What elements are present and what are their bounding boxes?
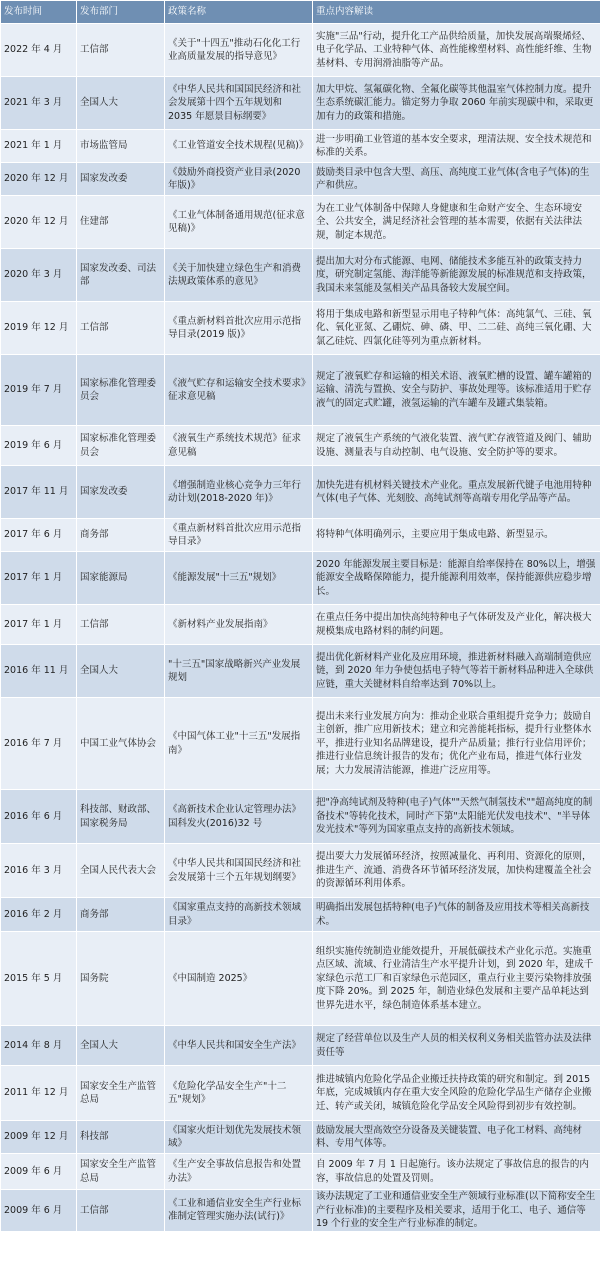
cell-policy: 《中华人民共和国国民经济和社会发展第十四个五年规划和 2035 年愿景目标纲要》 <box>165 77 313 130</box>
table-row <box>1 552 600 605</box>
cell-policy: 《重点新材料首批次应用示范指导目录(2019 版)》 <box>165 302 313 355</box>
table-row <box>1 163 600 196</box>
cell-policy: 《工业气体制备通用规范(征求意见稿)》 <box>165 196 313 249</box>
table-row <box>1 466 600 519</box>
cell-content: 2020 年能源发展主要目标是：能源自给率保持在 80%以上，增强能源安全战略保障能力，提升能源利用效率，保持能源供应稳步增长。 <box>313 552 600 605</box>
header-dept: 发布部门 <box>77 1 165 24</box>
cell-content: 提出加大对分布式能源、电网、储能技术多能互补的政策支持力度，研究制定氢能、海洋能等新能源发展的标准规范和支持政策，我国未来氢能及氢相关产品具备较大发展空间。 <box>313 249 600 302</box>
cell-content: 为在工业气体制备中保障人身健康和生命财产安全、生态环境安全、公共安全，满足经济社会管理的基本需要，依据有关法律法规，制定本规范。 <box>313 196 600 249</box>
cell-policy: 《液氧生产系统技术规范》征求意见稿 <box>165 426 313 466</box>
cell-dept: 全国人大 <box>77 645 165 698</box>
cell-content: 规定了液氧生产系统的气液化装置、液气贮存液管道及阀门、辅助设施、测量表与自动控制、电气设施、安全防护等的要求。 <box>313 426 600 466</box>
header-policy: 政策名称 <box>165 1 313 24</box>
cell-content: 组织实施传统制造业能效提升，开展低碳技术产业化示范。实施重点区域、流域、行业清洁生产水平提升计划，到 2020 年，建成千家绿色示范工厂和百家绿色示范园区，重点行业主要污染物排放强度下降 20%。到 2025 年，制造业绿色发展和主要产品单耗达到世界先进水平，绿色制造体系基本建立。 <box>313 932 600 1026</box>
table-row <box>1 1121 600 1154</box>
cell-content: 加快先进有机材料关键技术产业化。重点发展新代键子电池用特种气体(电子气体、光刻胶、高纯试剂等高端专用化学品等产品。 <box>313 466 600 519</box>
cell-dept: 全国人大 <box>77 1026 165 1066</box>
table-row <box>1 932 600 1026</box>
cell-policy: 《国家重点支持的高新技术领域目录》 <box>165 898 313 932</box>
cell-dept: 科技部 <box>77 1121 165 1154</box>
cell-policy: 《中国制造 2025》 <box>165 932 313 1026</box>
cell-policy: 《关于"十四五"推动石化化工行业高质量发展的指导意见》 <box>165 24 313 77</box>
cell-date: 2017 年 6 月 <box>1 519 77 552</box>
cell-content: 实施"三品"行动，提升化工产品供给质量，加快发展高端聚烯烃、电子化学品、工业特种气体、高性能橡塑材料、高性能纤维、生物基材料、专用润滑油脂等产品。 <box>313 24 600 77</box>
cell-dept: 国家标准化管理委员会 <box>77 355 165 426</box>
cell-dept: 商务部 <box>77 898 165 932</box>
cell-date: 2016 年 2 月 <box>1 898 77 932</box>
cell-date: 2011 年 12 月 <box>1 1066 77 1121</box>
cell-date: 2016 年 7 月 <box>1 698 77 790</box>
cell-policy: 《生产安全事故信息报告和处置办法》 <box>165 1154 313 1190</box>
table-row <box>1 355 600 426</box>
cell-content: 提出未来行业发展方向为：推动企业联合重组提升竞争力；鼓励自主创新，推广应用新技术；建立和完善能耗指标，提升行业整体水平，推进行业知名品牌建设，提升产品质量；推行行业信用评价；推进行业信息统计报告的发布；优化产业布局，推进气体行业发展；大力发展清洁能源，推进广泛应用等。 <box>313 698 600 790</box>
cell-dept: 国家安全生产监管总局 <box>77 1066 165 1121</box>
cell-dept: 市场监管局 <box>77 130 165 163</box>
table-row <box>1 130 600 163</box>
cell-content: 将特种气体明确列示，主要应用于集成电路、新型显示。 <box>313 519 600 552</box>
cell-content: 明确指出发展包括特种(电子)气体的制备及应用技术等相关高新技术。 <box>313 898 600 932</box>
cell-date: 2019 年 12 月 <box>1 302 77 355</box>
cell-policy: 《重点新材料首批次应用示范指导目录》 <box>165 519 313 552</box>
cell-content: 自 2009 年 7 月 1 日起施行。该办法规定了事故信息的报告的内容，事故信息的处置及罚则。 <box>313 1154 600 1190</box>
cell-policy: 《工业管道安全技术规程(见稿)》 <box>165 130 313 163</box>
cell-content: 在重点任务中提出加快高纯特种电子气体研发及产业化，解决极大规模集成电路材料的制约问题。 <box>313 605 600 645</box>
table-row <box>1 698 600 790</box>
cell-date: 2019 年 6 月 <box>1 426 77 466</box>
cell-date: 2009 年 6 月 <box>1 1154 77 1190</box>
cell-dept: 国家发改委、司法部 <box>77 249 165 302</box>
table-row <box>1 844 600 898</box>
cell-policy: 《中华人民共和国安全生产法》 <box>165 1026 313 1066</box>
cell-date: 2021 年 3 月 <box>1 77 77 130</box>
table-row <box>1 302 600 355</box>
cell-date: 2017 年 1 月 <box>1 552 77 605</box>
cell-dept: 住建部 <box>77 196 165 249</box>
table-row <box>1 605 600 645</box>
cell-dept: 国家发改委 <box>77 163 165 196</box>
cell-policy: 《液气贮存和运输安全技术要求》征求意见稿 <box>165 355 313 426</box>
cell-date: 2014 年 8 月 <box>1 1026 77 1066</box>
cell-content: 加大甲烷、氢氟碳化物、全氟化碳等其他温室气体控制力度。提升生态系统碳汇能力。锚定努力争取 2060 年前实现碳中和，采取更加有力的政策和措施。 <box>313 77 600 130</box>
cell-content: 规定了经营单位以及生产人员的相关权利义务相关监管办法及法律责任等 <box>313 1026 600 1066</box>
cell-content: 鼓励发展大型高效空分设备及关键装置、电子化工材料、高纯材料、专用气体等。 <box>313 1121 600 1154</box>
cell-policy: 《关于加快建立绿色生产和消费法规政策体系的意见》 <box>165 249 313 302</box>
cell-policy: 《新材料产业发展指南》 <box>165 605 313 645</box>
cell-date: 2020 年 3 月 <box>1 249 77 302</box>
table-row <box>1 24 600 77</box>
table-header-row <box>1 1 600 24</box>
cell-policy: 《中国气体工业"十三五"发展指南》 <box>165 698 313 790</box>
cell-dept: 商务部 <box>77 519 165 552</box>
cell-date: 2022 年 4 月 <box>1 24 77 77</box>
cell-date: 2009 年 6 月 <box>1 1190 77 1232</box>
table-row <box>1 426 600 466</box>
cell-dept: 国家安全生产监管总局 <box>77 1154 165 1190</box>
cell-content: 提出要大力发展循环经济，按照减量化、再利用、资源化的原则，推进生产、流通、消费各环节循环经济发展，加快构建覆盖全社会的资源循环利用体系。 <box>313 844 600 898</box>
cell-content: 该办法规定了工业和通信业安全生产领域行业标准(以下简称安全生产行业标准)的主要程序及相关要求，适用于化工、电子、通信等 19 个行业的安全生产行业标准的制定。 <box>313 1190 600 1232</box>
table-row <box>1 898 600 932</box>
cell-date: 2021 年 1 月 <box>1 130 77 163</box>
cell-date: 2017 年 1 月 <box>1 605 77 645</box>
cell-date: 2016 年 11 月 <box>1 645 77 698</box>
cell-date: 2017 年 11 月 <box>1 466 77 519</box>
cell-dept: 工信部 <box>77 24 165 77</box>
cell-dept: 工信部 <box>77 1190 165 1232</box>
cell-date: 2009 年 12 月 <box>1 1121 77 1154</box>
table-row <box>1 249 600 302</box>
cell-policy: 《增强制造业核心竞争力三年行动计划(2018-2020 年)》 <box>165 466 313 519</box>
cell-dept: 全国人民代表大会 <box>77 844 165 898</box>
cell-dept: 全国人大 <box>77 77 165 130</box>
cell-date: 2016 年 3 月 <box>1 844 77 898</box>
cell-policy: 《工业和通信业安全生产行业标准制定管理实施办法(试行)》 <box>165 1190 313 1232</box>
table-row <box>1 1066 600 1121</box>
cell-dept: 国家能源局 <box>77 552 165 605</box>
header-date: 发布时间 <box>1 1 77 24</box>
cell-dept: 工信部 <box>77 302 165 355</box>
cell-dept: 国家发改委 <box>77 466 165 519</box>
table-row <box>1 1154 600 1190</box>
header-content: 重点内容解读 <box>313 1 600 24</box>
table-row <box>1 645 600 698</box>
cell-policy: 《中华人民共和国国民经济和社会发展第十三个五年规划纲要》 <box>165 844 313 898</box>
cell-date: 2020 年 12 月 <box>1 163 77 196</box>
cell-content: 鼓励类目录中包含大型、高压、高纯度工业气体(含电子气体)的生产和供应。 <box>313 163 600 196</box>
cell-policy: 《鼓励外商投资产业目录(2020 年版)》 <box>165 163 313 196</box>
cell-date: 2020 年 12 月 <box>1 196 77 249</box>
table-row <box>1 790 600 844</box>
cell-policy: 《危险化学品安全生产"十二五"规划》 <box>165 1066 313 1121</box>
cell-policy: 《国家火炬计划优先发展技术领域》 <box>165 1121 313 1154</box>
cell-date: 2016 年 6 月 <box>1 790 77 844</box>
table-row <box>1 77 600 130</box>
cell-dept: 工信部 <box>77 605 165 645</box>
table-row <box>1 196 600 249</box>
table-row <box>1 1190 600 1232</box>
cell-date: 2015 年 5 月 <box>1 932 77 1026</box>
cell-content: 将用于集成电路和新型显示用电子特种气体：高纯氯气、三硅、氧化、氧化亚氮、乙硼烷、砷、磷、甲、二二硅、高纯三氧化硼、大氯乙硅烷、四氯化硅等列为重点新材料。 <box>313 302 600 355</box>
cell-date: 2019 年 7 月 <box>1 355 77 426</box>
cell-dept: 国务院 <box>77 932 165 1026</box>
cell-policy: 《能源发展"十三五"规划》 <box>165 552 313 605</box>
cell-content: 把"净高纯试剂及特种(电子)气体""天然气制氢技术""超高纯度的制备技术"等转化技术，同时产下第"太阳能光伏发电技术"、"半导体发光技术"等列为国家重点支持的高新技术领域。 <box>313 790 600 844</box>
cell-policy: "十三五"国家战略新兴产业发展规划 <box>165 645 313 698</box>
cell-dept: 国家标准化管理委员会 <box>77 426 165 466</box>
cell-dept: 科技部、财政部、国家税务局 <box>77 790 165 844</box>
cell-content: 推进城镇内危险化学品企业搬迁扶持政策的研究和制定。到 2015 年底，完成城镇内存在重大安全风险的危险化学品生产储存企业搬迁、转产或关闭，城镇危险化学品安全风险得到初步有效控制。 <box>313 1066 600 1121</box>
table-row <box>1 519 600 552</box>
cell-content: 进一步明确工业管道的基本安全要求，理清法规、安全技术规范和标准的关系。 <box>313 130 600 163</box>
cell-policy: 《高新技术企业认定管理办法》国科发火(2016)32 号 <box>165 790 313 844</box>
table-row <box>1 1026 600 1066</box>
cell-content: 提出优化新材料产业化及应用环境，推进新材料融入高端制造供应链，到 2020 年力争使包括电子特气等若干新材料品种进入全球供应链，重大关键材料自给率达到 70%以上。 <box>313 645 600 698</box>
cell-dept: 中国工业气体协会 <box>77 698 165 790</box>
cell-content: 规定了液氧贮存和运输的相关术语、液氧贮槽的设置、罐车罐箱的运输、清洗与置换、安全与防护、事故处理等。该标准适用于贮存液气的固定式贮罐，液氢运输的汽车罐车及罐式集装箱。 <box>313 355 600 426</box>
